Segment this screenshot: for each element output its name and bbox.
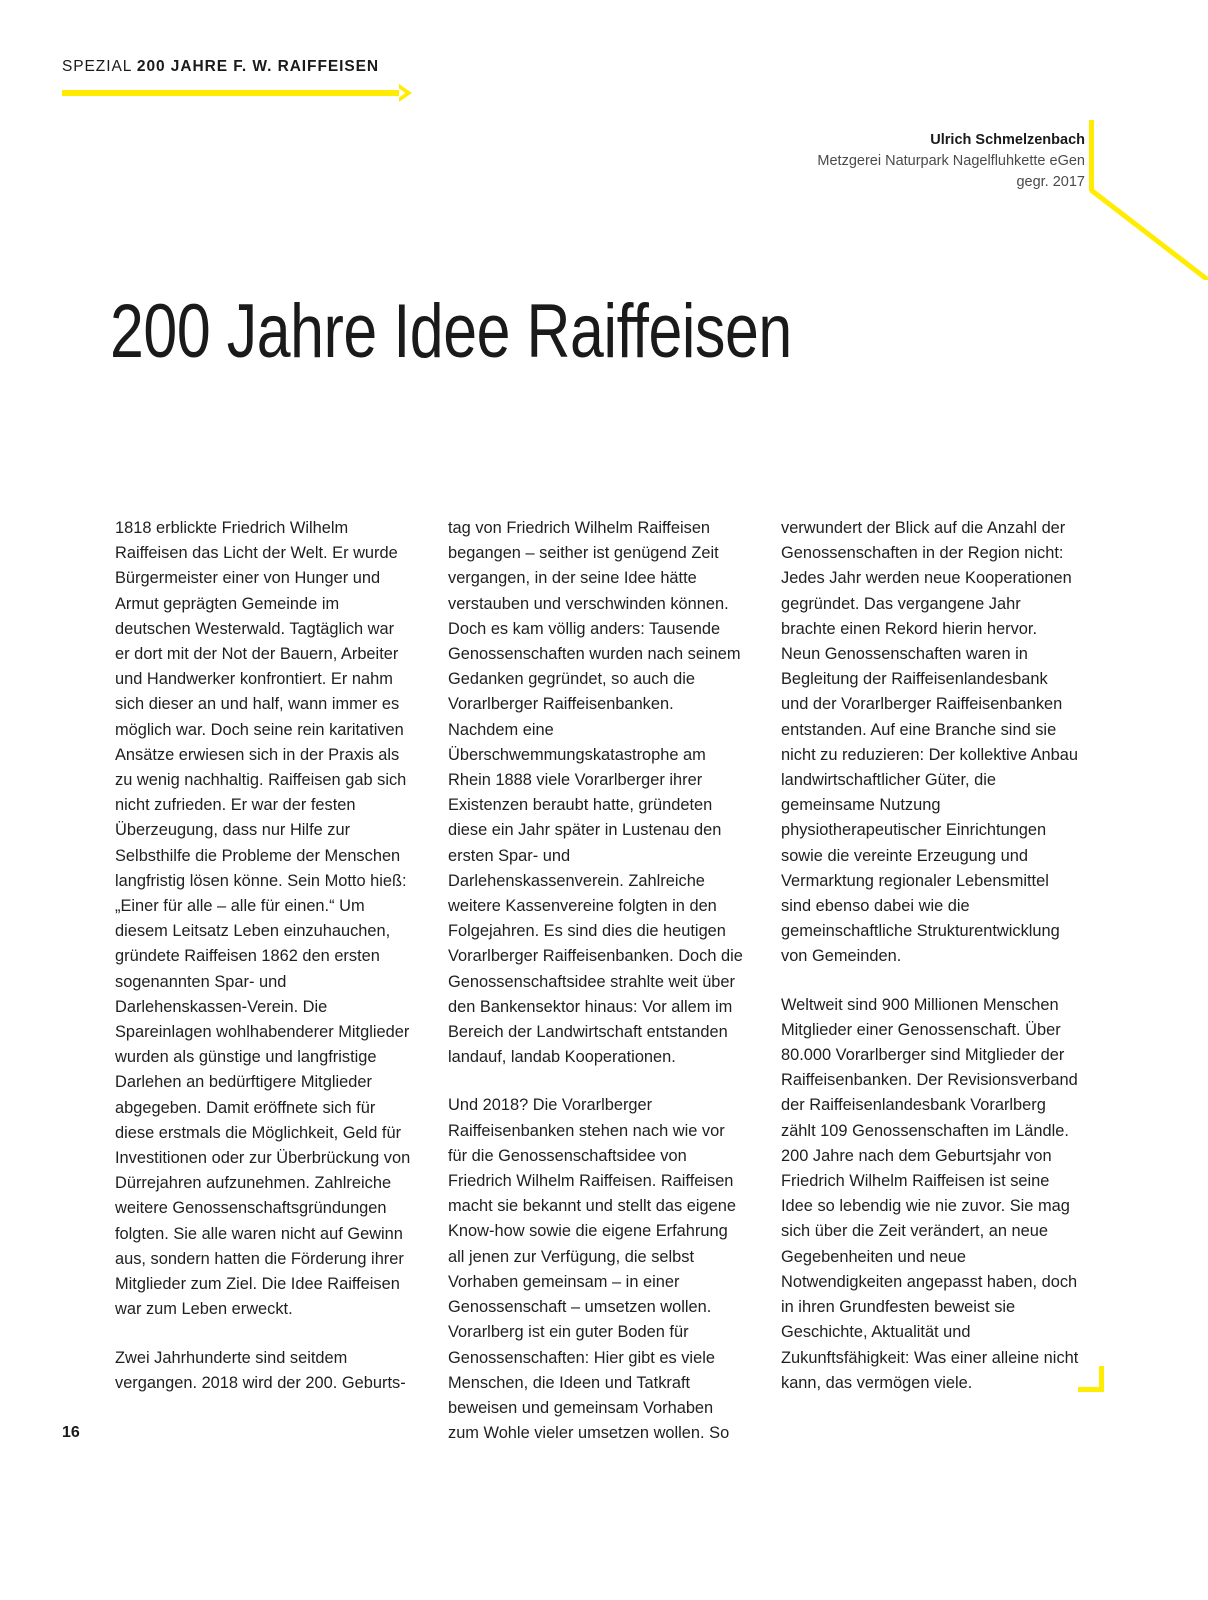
paragraph: Und 2018? Die Vorarlberger Raiffeisenbanken stehen nach wie vor für die Genossenschaftsidee von Friedrich Wilhelm Raiffeisen. Raiffeisen macht sie bekannt und stellt das eigene Know-how sowie die eigene Erfahrung all jenen zur Verfügung, die selbst Vorhaben gemeinsam – in einer Genossenschaft – umsetzen wollen. Vorarlberg ist ein guter Boden für Genossenschaften: Hier gibt es viele Menschen, die Ideen und Tatkraft beweisen und gemeinsam Vorhaben zum Wohle vieler umsetzen wollen. So — [448, 1096, 736, 1443]
kicker-rule-wrap — [62, 85, 482, 101]
author-founded-year: gegr. 2017 — [1016, 174, 1085, 191]
paragraph: 1818 erblickte Friedrich Wilhelm Raiffeisen das Licht der Welt. Er wurde Bürgermeister einer von Hunger und Armut geprägten Gemeinde im deutschen Westerwald. Tagtäglich war er dort mit der Not der Bauern, Arbeiter und Handwerker konfrontiert. Er nahm sich dieser an und half, wann immer es möglich war. Doch seine rein karitativen Ansätze erwiesen sich in der Praxis als zu wenig nachhaltig. Raiffeisen gab sich nicht zufrieden. Er war der festen Überzeugung, dass nur Hilfe zur Selbsthilfe die Probleme der Menschen langfristig lösen könne. Sein Motto hieß: „Einer für alle – alle für einen.“ Um diesem Leitsatz Leben einzuhauchen, gründete Raiffeisen 1862 den ersten sogenannten Spar- und Darlehenskassen-Verein. Die Spareinlagen wohlhabenderer Mitglieder wurden als günstige und langfristige Darlehen an bedürftigere Mitglieder abgegeben. Damit eröffnete sich für diese erstmals die Möglichkeit, Geld für Investitionen oder zur Überbrückung von Dürrejahren aufzunehmen. Zahlreiche weitere Genossenschaftsgründungen folgten. Sie alle waren nicht auf Gewinn aus, sondern hatten die Förderung ihrer Mitglieder zum Ziel. Die Idee Raiffeisen war zum Leben erweckt. — [115, 519, 411, 1319]
author-organization: Metzgerei Naturpark Nagelfluhkette eGen — [817, 153, 1085, 170]
author-credit — [817, 130, 1085, 193]
body-column-2 — [448, 516, 746, 1446]
page-number: 16 — [62, 1424, 80, 1441]
kicker-strong: 200 JAHRE F. W. RAIFFEISEN — [136, 58, 380, 75]
kicker-text — [62, 58, 482, 75]
kicker-lead: SPEZIAL — [62, 58, 137, 75]
body-column-3 — [781, 516, 1079, 1446]
arrow-right-icon — [392, 81, 416, 105]
decorative-yellow-lines — [1068, 120, 1208, 280]
body-column-1 — [115, 516, 413, 1446]
section-kicker — [62, 58, 482, 101]
kicker-rule — [62, 90, 399, 96]
paragraph: verwundert der Blick auf die Anzahl der Genossenschaften in der Region nicht: Jedes Jahr werden neue Kooperationen gegründet. Das vergangene Jahr brachte einen Rekord hierin hervor. Neun Genossenschaften waren in Begleitung der Raiffeisenlandesbank und der Vorarlberger Raiffeisenbanken entstanden. Auf eine Branche sind sie nicht zu reduzieren: Der kollektive Anbau landwirtschaftlicher Güter, die gemeinsame Nutzung physiotherapeutischer Einrichtungen sowie die vereinte Erzeugung und Vermarktung regionaler Lebensmittel sind ebenso dabei wie die gemeinschaftliche Strukturentwicklung von Gemeinden. — [781, 519, 1079, 966]
paragraph: Weltweit sind 900 Millionen Menschen Mitglieder einer Genossenschaft. Über 80.000 Vorarlberger sind Mitglieder der Raiffeisenbanken. Der Revisionsverband der Raiffeisenlandesbank Vorarlberg zählt 109 Genossenschaften im Ländle. 200 Jahre nach dem Geburtsjahr von Friedrich Wilhelm Raiffeisen ist seine Idee so lebendig wie nie zuvor. Sie mag sich über die Zeit verändert, an neue Gegebenheiten und neue Notwendigkeiten angepasst haben, doch in ihren Grundfesten beweist sie Geschichte, Aktualität und Zukunftsfähigkeit: Was einer alleine nicht kann, das vermögen viele. — [781, 995, 1079, 1392]
paragraph: Zwei Jahrhunderte sind seitdem vergangen. 2018 wird der 200. Geburts- — [115, 1348, 406, 1392]
article-body — [115, 516, 1100, 1446]
paragraph: tag von Friedrich Wilhelm Raiffeisen begangen – seither ist genügend Zeit vergangen, in der seine Idee hätte verstauben und verschwinden können. Doch es kam völlig anders: Tausende Genossenschaften wurden nach seinem Gedanken gegründet, so auch die Vorarlberger Raiffeisenbanken. Nachdem eine Überschwemmungskatastrophe am Rhein 1888 viele Vorarlberger ihrer Existenzen beraubt hatte, gründeten diese ein Jahr später in Lustenau den ersten Spar- und Darlehenskassenverein. Zahlreiche weitere Kassenvereine folgten in den Folgejahren. Es sind dies die heutigen Vorarlberger Raiffeisenbanken. Doch die Genossenschaftsidee strahlte weit über den Bankensektor hinaus: Vor allem im Bereich der Landwirtschaft entstanden landauf, landab Kooperationen. — [448, 519, 743, 1067]
author-name: Ulrich Schmelzenbach — [930, 132, 1085, 148]
page-title: 200 Jahre Idee Raiffeisen — [110, 288, 792, 374]
